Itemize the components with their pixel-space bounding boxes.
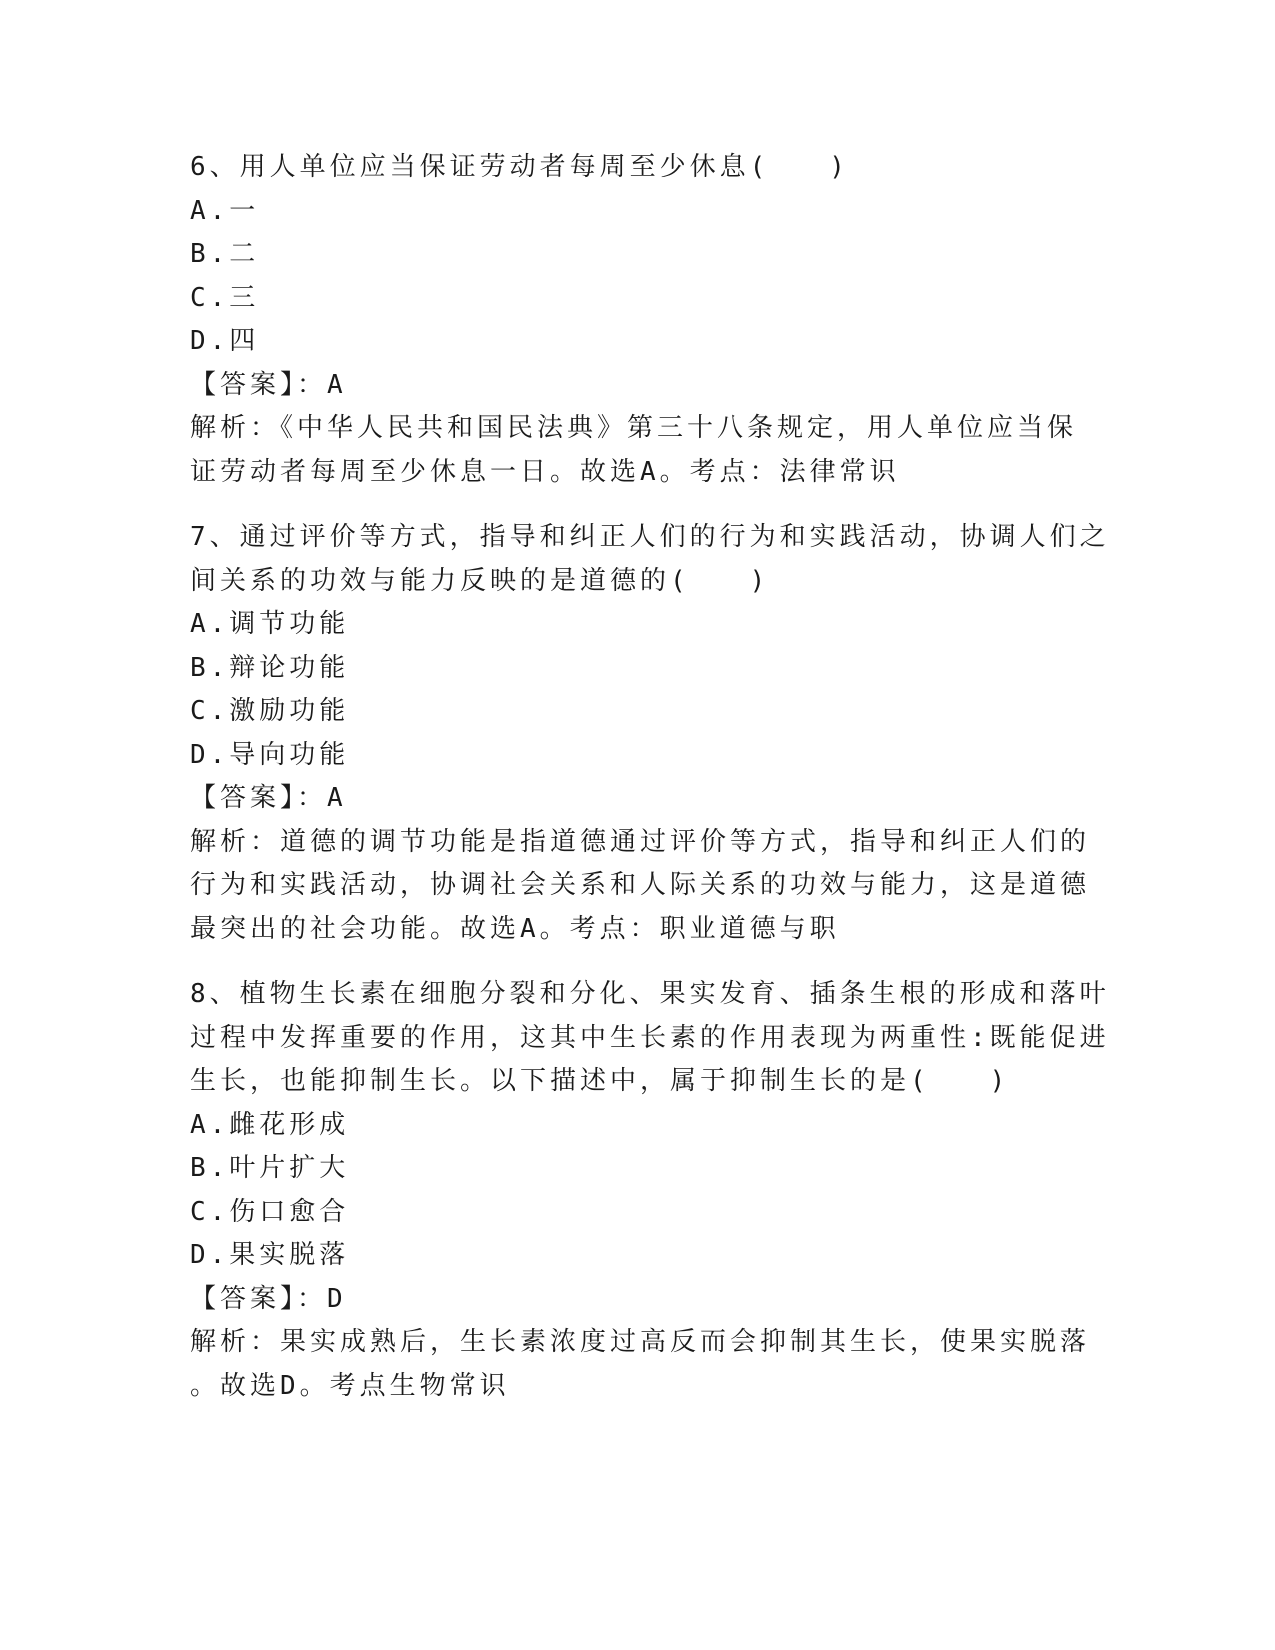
question-stem: 8、植物生长素在细胞分裂和分化、果实发育、插条生根的形成和落叶 <box>190 979 1110 1009</box>
answer: 【答案】：D <box>190 1283 347 1314</box>
answer: 【答案】：A <box>190 783 347 813</box>
option-b: B.二 <box>190 239 260 269</box>
option-b: B.叶片扩大 <box>190 1153 350 1183</box>
option-b: B.辩论功能 <box>190 652 350 683</box>
option-c: C.激励功能 <box>190 696 350 726</box>
option-a: A.一 <box>190 195 260 226</box>
analysis-line: 解析：道德的调节功能是指道德通过评价等方式，指导和纠正人们的 <box>190 826 1091 857</box>
question-stem: 7、通过评价等方式，指导和纠正人们的行为和实践活动，协调人们之 <box>190 522 1110 552</box>
question-7 <box>190 516 1110 951</box>
analysis-line: 行为和实践活动，协调社会关系和人际关系的功效与能力，这是道德 <box>190 870 1091 900</box>
analysis-line: 。故选D。考点生物常识 <box>190 1370 510 1401</box>
question-6 <box>190 146 1090 494</box>
answer: 【答案】：A <box>190 369 347 400</box>
question-stem: 6、用人单位应当保证劳动者每周至少休息( ) <box>190 152 849 182</box>
option-c: C.伤口愈合 <box>190 1196 350 1227</box>
document-page <box>190 146 1110 1430</box>
option-d: D.四 <box>190 326 260 356</box>
option-d: D.果实脱落 <box>190 1240 350 1270</box>
question-stem: 间关系的功效与能力反映的是道德的( ) <box>190 565 770 596</box>
question-stem: 过程中发挥重要的作用，这其中生长素的作用表现为两重性:既能促进 <box>190 1022 1110 1053</box>
analysis-line: 解析：果实成熟后，生长素浓度过高反而会抑制其生长，使果实脱落 <box>190 1327 1091 1357</box>
question-stem: 生长，也能抑制生长。以下描述中，属于抑制生长的是( ) <box>190 1066 1010 1096</box>
question-8 <box>190 973 1110 1408</box>
analysis-line: 解析：《中华人民共和国民法典》第三十八条规定，用人单位应当保 <box>190 413 1078 443</box>
option-a: A.调节功能 <box>190 609 350 639</box>
analysis-line: 最突出的社会功能。故选A。考点：职业道德与职 <box>190 913 840 944</box>
option-c: C.三 <box>190 282 260 313</box>
option-d: D.导向功能 <box>190 739 350 770</box>
analysis-line: 证劳动者每周至少休息一日。故选A。考点：法律常识 <box>190 456 900 487</box>
option-a: A.雌花形成 <box>190 1109 350 1140</box>
